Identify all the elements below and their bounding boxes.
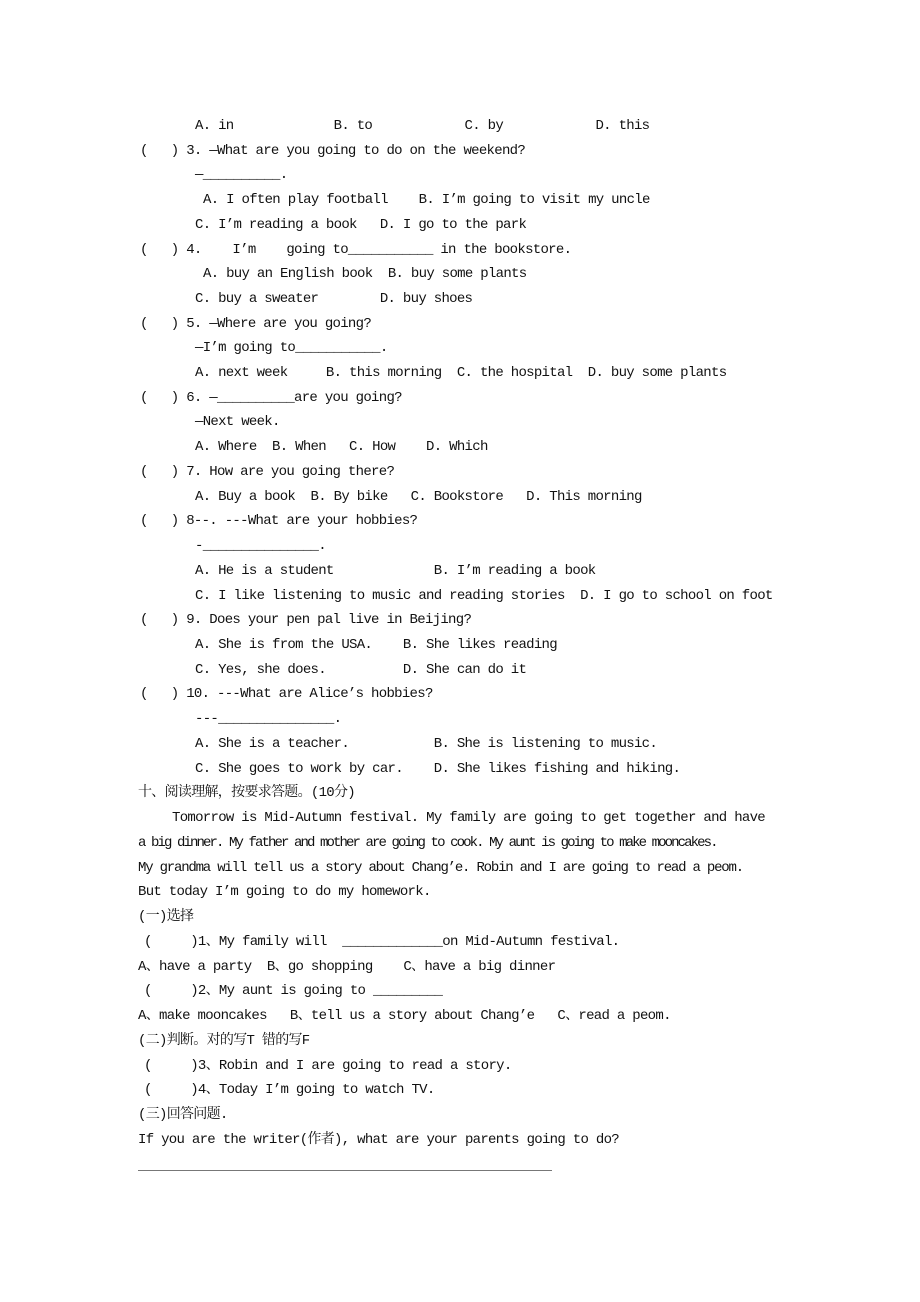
q5-answer-blank: —I’m going to___________.: [195, 340, 388, 356]
passage-line-1: Tomorrow is Mid-Autumn festival. My family are going to get together and have: [172, 810, 766, 826]
q4-options-ab: A. buy an English book B. buy some plants: [203, 266, 527, 282]
answer-line: [138, 1170, 552, 1171]
q2-options: A. in B. to C. by D. this: [195, 118, 650, 134]
q10-options-cd: C. She goes to work by car. D. She likes fishing and hiking.: [195, 761, 681, 777]
q6-options: A. Where B. When C. How D. Which: [195, 439, 488, 455]
q7-options: A. Buy a book B. By bike C. Bookstore D. This morning: [195, 489, 642, 505]
q7-question: ( ) 7. How are you going there?: [140, 464, 395, 480]
q8-question: ( ) 8--. ---What are your hobbies?: [140, 513, 418, 529]
q8-options-ab: A. He is a student B. I’m reading a book: [195, 563, 596, 579]
reading-q1: ( )1、My family will _____________on Mid-Autumn festival.: [144, 934, 620, 950]
q3-answer-blank: —__________.: [195, 167, 288, 183]
q10-answer-blank: ---_______________.: [195, 711, 342, 727]
passage-line-3: My grandma will tell us a story about Chang’e. Robin and I are going to read a peom.: [138, 860, 743, 876]
q5-options: A. next week B. this morning C. the hospital D. buy some plants: [195, 365, 727, 381]
open-question: If you are the writer(作者), what are your parents going to do?: [138, 1132, 619, 1148]
q6-answer: —Next week.: [195, 414, 280, 430]
reading-q1-options: A、have a party B、go shopping C、have a big dinner: [138, 959, 556, 975]
reading-q4: ( )4、Today I’m going to watch TV.: [144, 1082, 435, 1098]
section-heading-reading: 十、阅读理解，按要求答题。(10分): [138, 785, 356, 801]
q3-question: ( ) 3. —What are you going to do on the weekend?: [140, 143, 526, 159]
q8-answer-blank: -_______________.: [195, 538, 326, 554]
q9-options-cd: C. Yes, she does. D. She can do it: [195, 662, 527, 678]
reading-q2: ( )2、My aunt is going to _________: [144, 983, 443, 999]
q4-options-cd: C. buy a sweater D. buy shoes: [195, 291, 473, 307]
q10-options-ab: A. She is a teacher. B. She is listening to music.: [195, 736, 658, 752]
passage-line-4: But today I’m going to do my homework.: [138, 884, 431, 900]
passage-line-2: a big dinner. My father and mother are going to cook. My aunt is going to make mooncakes.: [138, 835, 717, 851]
reading-q3: ( )3、Robin and I are going to read a story.: [144, 1058, 512, 1074]
subsection-choice: (一)选择: [138, 909, 194, 925]
q8-options-cd: C. I like listening to music and reading stories D. I go to school on foot: [195, 588, 773, 604]
subsection-true-false: (二)判断。对的写T 错的写F: [138, 1033, 310, 1049]
q3-options-cd: C. I’m reading a book D. I go to the park: [195, 217, 527, 233]
q10-question: ( ) 10. ---What are Alice’s hobbies?: [140, 686, 433, 702]
q9-question: ( ) 9. Does your pen pal live in Beijing?: [140, 612, 472, 628]
q3-options-ab: A. I often play football B. I’m going to visit my uncle: [203, 192, 650, 208]
q5-question: ( ) 5. —Where are you going?: [140, 316, 372, 332]
subsection-answer: (三)回答问题.: [138, 1107, 228, 1123]
q9-options-ab: A. She is from the USA. B. She likes reading: [195, 637, 557, 653]
q4-question: ( ) 4. I’m going to___________ in the bookstore.: [140, 242, 572, 258]
reading-q2-options: A、make mooncakes B、tell us a story about Chang’e C、read a peom.: [138, 1008, 671, 1024]
q6-question: ( ) 6. —__________are you going?: [140, 390, 402, 406]
